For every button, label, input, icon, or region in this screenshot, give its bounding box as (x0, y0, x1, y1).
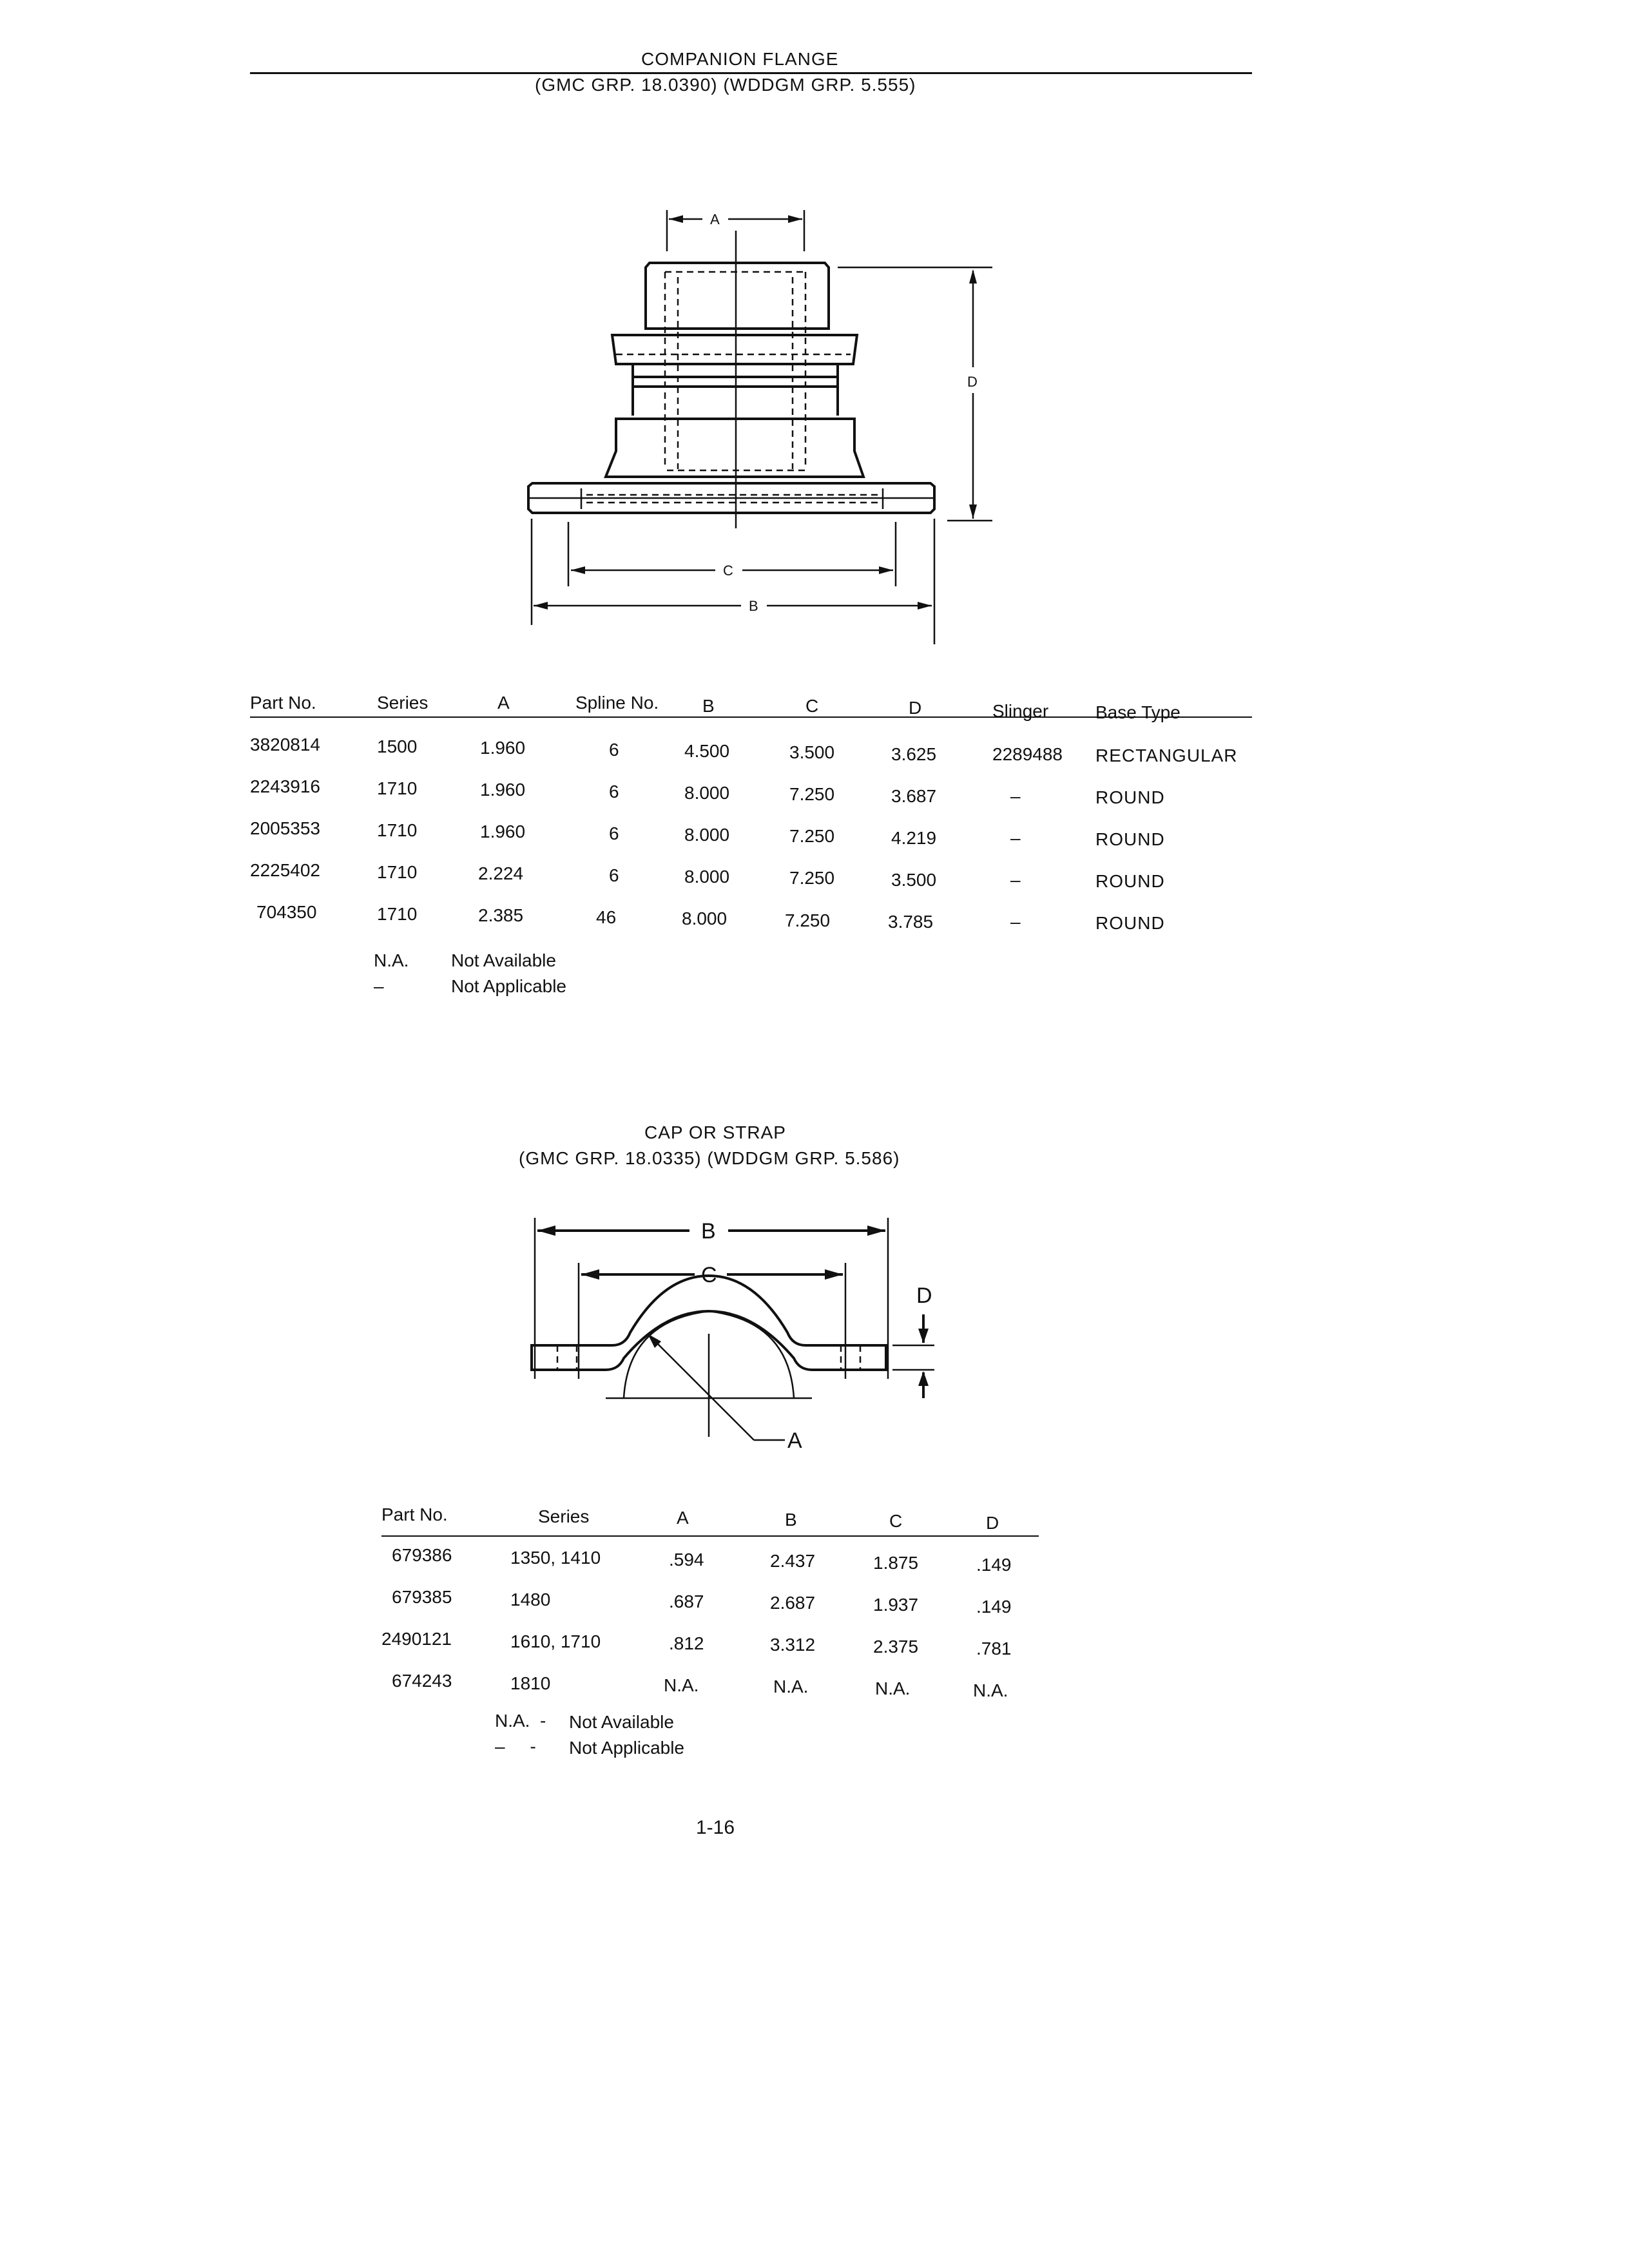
page-number: 1-16 (696, 1817, 735, 1838)
cs-a: .594 (669, 1550, 704, 1570)
cs-b: 2.687 (770, 1593, 816, 1613)
cf-part-no: 2243916 (250, 776, 321, 796)
cf-header-a: A (497, 693, 510, 713)
cf-c: 7.250 (789, 868, 835, 888)
cs-legend-key-na: N.A. - (495, 1711, 546, 1731)
companion-flange-title: COMPANION FLANGE (641, 49, 839, 69)
cf-base-type: ROUND (1095, 829, 1165, 849)
cf-a: 1.960 (480, 780, 526, 800)
cs-series: 1610, 1710 (510, 1631, 601, 1651)
cs-header-rule (381, 1535, 1039, 1537)
cf-a: 2.385 (478, 905, 524, 925)
cf-part-no: 704350 (256, 902, 317, 922)
title-rule (250, 72, 1252, 74)
cf-b: 8.000 (684, 867, 730, 887)
cs-b: N.A. (773, 1677, 809, 1696)
cf-legend-value-na: Not Available (451, 950, 556, 970)
cf-slinger: – (1010, 870, 1021, 890)
cf-header-series: Series (377, 693, 429, 713)
cs-part-no: 679385 (392, 1587, 452, 1607)
cf-slinger: 2289488 (992, 744, 1063, 764)
cf-header-d: D (909, 698, 922, 718)
dimension-a-label: A (787, 1428, 802, 1453)
cs-d: .149 (976, 1555, 1012, 1575)
cf-series: 1710 (377, 904, 418, 924)
cf-spline-no: 6 (609, 823, 619, 843)
cf-base-type: ROUND (1095, 871, 1165, 891)
dimension-d-label: D (967, 374, 978, 390)
cf-spline-no: 6 (609, 865, 619, 885)
cf-spline-no: 6 (609, 740, 619, 760)
cf-d: 4.219 (891, 828, 937, 848)
cf-a: 2.224 (478, 863, 524, 883)
cf-legend-key-na: N.A. (374, 950, 409, 970)
cf-base-type: ROUND (1095, 913, 1165, 933)
cs-header-series: Series (538, 1506, 590, 1526)
cf-base-type: RECTANGULAR (1095, 745, 1238, 765)
cf-series: 1710 (377, 862, 418, 882)
cf-d: 3.785 (888, 912, 934, 932)
cf-header-part-no: Part No. (250, 693, 316, 713)
cf-header-b: B (702, 696, 715, 716)
cf-header-spline-no: Spline No. (575, 693, 659, 713)
cs-header-d: D (986, 1513, 999, 1533)
cf-spline-no: 6 (609, 782, 619, 802)
cs-header-b: B (785, 1510, 797, 1530)
cs-series: 1480 (510, 1590, 551, 1610)
cs-d: N.A. (973, 1680, 1008, 1700)
cs-series: 1350, 1410 (510, 1548, 601, 1568)
cs-b: 3.312 (770, 1635, 816, 1655)
cap-or-strap-title: CAP OR STRAP (644, 1122, 786, 1142)
cs-part-no: 674243 (392, 1671, 452, 1691)
cs-a: N.A. (664, 1675, 699, 1695)
cf-part-no: 2225402 (250, 860, 321, 880)
cs-c: 1.875 (873, 1553, 919, 1573)
dimension-b-label: B (749, 598, 758, 614)
cs-c: 2.375 (873, 1637, 919, 1657)
cf-b: 8.000 (682, 908, 728, 928)
dimension-b-label: B (701, 1219, 716, 1244)
cs-b: 2.437 (770, 1551, 816, 1571)
cf-series: 1710 (377, 820, 418, 840)
dimension-d-label: D (916, 1283, 932, 1308)
cs-header-a: A (677, 1508, 689, 1528)
cs-part-no: 2490121 (381, 1629, 452, 1649)
cf-c: 7.250 (789, 826, 835, 846)
cf-base-type: ROUND (1095, 787, 1165, 807)
cs-d: .149 (976, 1597, 1012, 1617)
cf-a: 1.960 (480, 738, 526, 758)
cf-d: 3.500 (891, 870, 937, 890)
cf-spline-no: 46 (596, 907, 617, 927)
cs-c: N.A. (875, 1678, 911, 1698)
cs-a: .812 (669, 1633, 704, 1653)
cs-a: .687 (669, 1591, 704, 1611)
cs-series: 1810 (510, 1673, 551, 1693)
cf-slinger: – (1010, 912, 1021, 932)
cf-part-no: 2005353 (250, 818, 321, 838)
cf-a: 1.960 (480, 822, 526, 841)
cf-slinger: – (1010, 828, 1021, 848)
dimension-c-label: C (723, 562, 733, 579)
cap-or-strap-subtitle: (GMC GRP. 18.0335) (WDDGM GRP. 5.586) (519, 1148, 900, 1168)
cs-legend-value-dash: Not Applicable (569, 1738, 685, 1758)
cf-d: 3.625 (891, 744, 937, 764)
cs-d: .781 (976, 1639, 1012, 1658)
cf-legend-value-dash: Not Applicable (451, 976, 567, 996)
cf-b: 8.000 (684, 825, 730, 845)
companion-flange-diagram (503, 193, 1018, 657)
cap-or-strap-diagram (516, 1205, 967, 1488)
cf-c: 7.250 (785, 910, 831, 930)
cf-b: 4.500 (684, 741, 730, 761)
cf-header-c: C (805, 696, 819, 716)
cs-part-no: 679386 (392, 1545, 452, 1565)
companion-flange-subtitle: (GMC GRP. 18.0390) (WDDGM GRP. 5.555) (535, 75, 916, 95)
cf-header-slinger: Slinger (992, 701, 1049, 721)
cf-header-rule (250, 716, 1252, 718)
cf-part-no: 3820814 (250, 735, 321, 754)
cs-header-c: C (889, 1511, 903, 1531)
cf-series: 1500 (377, 736, 418, 756)
cf-d: 3.687 (891, 786, 937, 806)
cs-legend-key-dash: – - (495, 1736, 536, 1756)
cf-series: 1710 (377, 778, 418, 798)
cf-b: 8.000 (684, 783, 730, 803)
cf-slinger: – (1010, 786, 1021, 806)
cs-header-part-no: Part No. (381, 1504, 448, 1524)
cf-header-base-type: Base Type (1095, 702, 1181, 722)
dimension-c-label: C (701, 1263, 717, 1287)
cf-legend-key-dash: – (374, 976, 384, 996)
dimension-a-label: A (710, 211, 720, 227)
cf-c: 7.250 (789, 784, 835, 804)
cs-legend-value-na: Not Available (569, 1712, 674, 1732)
cf-c: 3.500 (789, 742, 835, 762)
cs-c: 1.937 (873, 1595, 919, 1615)
